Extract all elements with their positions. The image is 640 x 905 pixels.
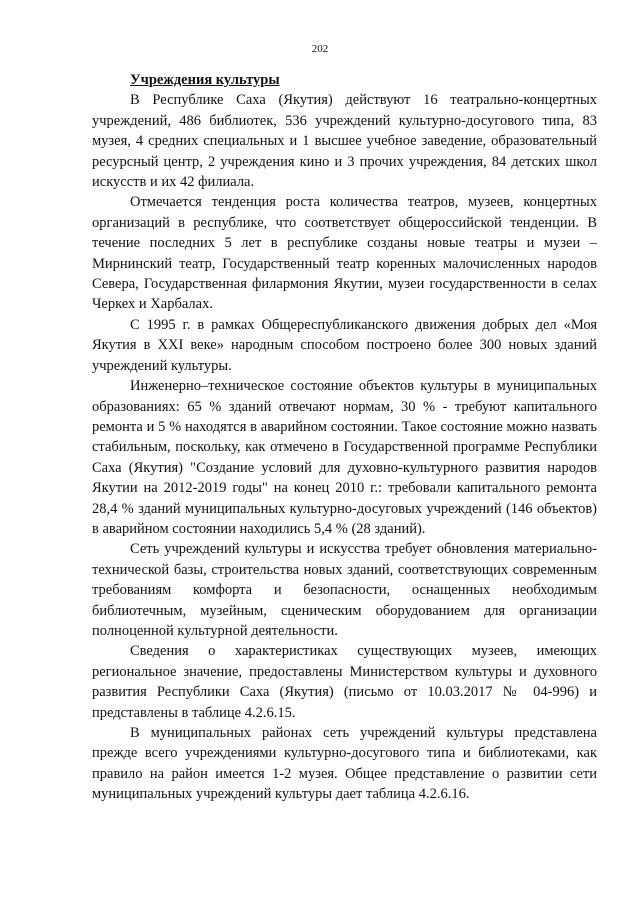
section-heading: Учреждения культуры — [130, 72, 280, 88]
paragraph-museums-info: Сведения о характеристиках существующих музеев, имеющих региональное значение, предоставлены Министерством культуры и духовного развития Республики Саха (Якутия) (письмо от 10.03.2017 № 04-996) и представлены в таблице 4.2.6.15. — [92, 643, 597, 721]
paragraph-good-deeds-movement: С 1995 г. в рамках Общереспубликанского движения добрых дел «Моя Якутия в XXI веке» народным способом построено более 300 новых зданий учреждений культуры. — [92, 316, 597, 374]
paragraph-growth-trend: Отмечается тенденция роста количества театров, музеев, концертных организаций в республике, что соответствует общероссийской тенденции. В течение последних 5 лет в республике созданы новые театры и музеи – Мирнинский театр, Государственный театр коренных малочисленных народов Севера, Государственная филармония Якутии, музеи государственности в селах Черкех и Харбалах. — [92, 194, 597, 313]
paragraph-technical-condition: Инженерно–техническое состояние объектов культуры в муниципальных образованиях: 65 % зданий отвечают нормам, 30 % - требуют капитального ремонта и 5 % находятся в аварийном состоянии. Такое состояние можно назвать стабильным, поскольку, как отмечено в Государственной программе Республики Саха (Якутия) "Создание условий для духовно-культурного развития народов Якутии на 2012-2019 годы" на конец 2010 г.: требовали капитального ремонта 28,4 % зданий муниципальных культурно-досуговых учреждений (146 объектов) в аварийном состоянии находились 5,4 % (28 зданий). — [92, 378, 597, 537]
paragraph-network-renewal: Сеть учреждений культуры и искусства требует обновления материально-технической базы, строительства новых зданий, соответствующих современным требованиям комфорта и безопасности, оснащенных необходимым библиотечным, музейным, сценическим оборудованием для организации полноценной культурной деятельности. — [92, 541, 597, 639]
paragraph-institutions-count: В Республике Саха (Якутия) действуют 16 театрально-концертных учреждений, 486 библиотек, 536 учреждений культурно-досугового типа, 83 музея, 4 средних специальных и 1 высшее учебное заведение, образовательный ресурсный центр, 2 учреждения кино и 3 прочих учреждения, 84 детских школ искусств и их 42 филиала. — [92, 92, 597, 191]
paragraph-municipal-network: В муниципальных районах сеть учреждений культуры представлена прежде всего учреждениями культурно-досугового типа и библиотеками, как правило на район имеется 1-2 музея. Общее представление о развитии сети муниципальных учреждений культуры дает таблица 4.2.6.16. — [92, 725, 597, 803]
page-number: 202 — [311, 43, 329, 55]
document-body — [92, 70, 597, 805]
